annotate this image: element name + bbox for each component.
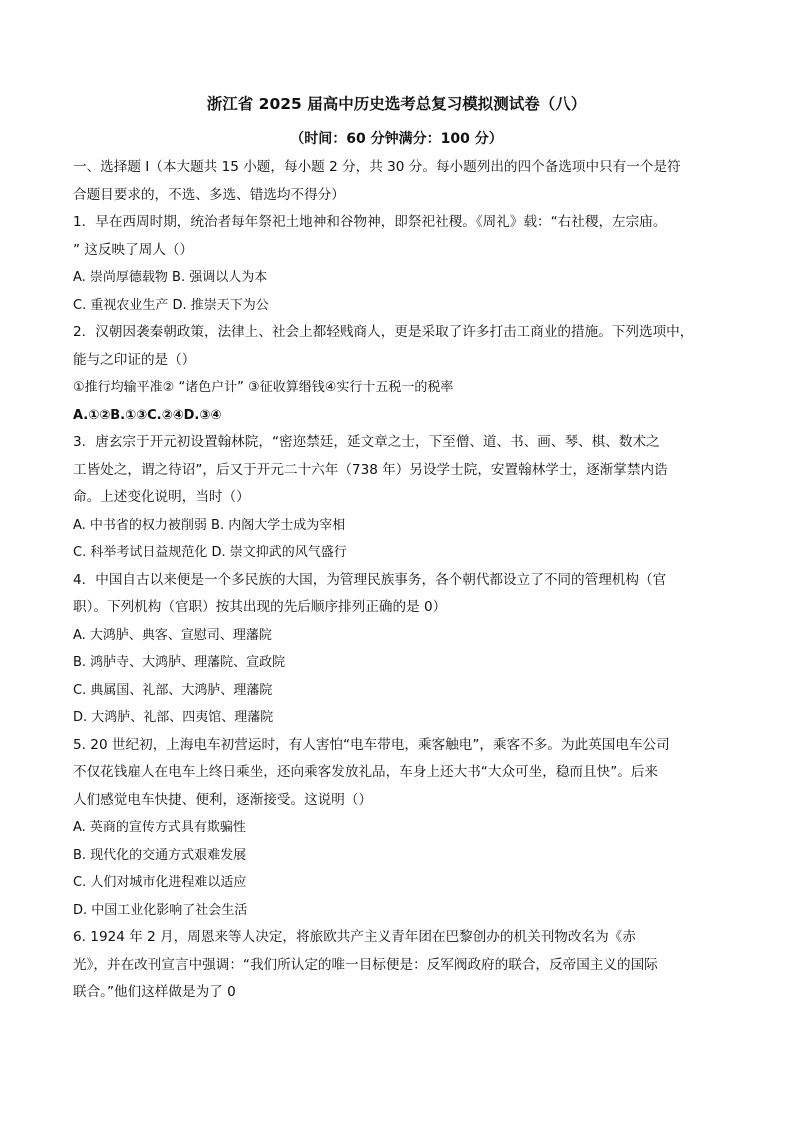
question-1-options-cd: C. 重视农业生产 D. 推崇天下为公 <box>73 297 269 313</box>
question-5-option-b: B. 现代化的交通方式艰难发展 <box>73 847 247 863</box>
exam-content <box>73 154 728 1007</box>
question-6-stem-line-2: 光》，并在改刊宣言中强调：“我们所认定的唯一目标便是：反军阀政府的联合，反帝国主义的国际 <box>73 956 658 973</box>
question-3-options-cd: C. 科举考试日益规范化 D. 崇文抑武的风气盛行 <box>73 545 347 560</box>
question-4-stem-line-2: 职）。下列机构（官职）按其出现的先后顺序排列正确的是 0） <box>73 599 447 615</box>
question-5-stem-line-3: 人们感觉电车快捷、便利，逐渐接受。这说明（） <box>73 791 373 808</box>
question-1-stem-line-2: ” 这反映了周人（） <box>73 241 194 258</box>
question-1-stem-line-1: 1．早在西周时期，统治者每年祭祀土地神和谷物神，即祭祀社稷。《周礼》载：“右社稷，左宗庙。 <box>73 214 667 230</box>
question-5-option-d: D. 中国工业化影响了社会生活 <box>73 902 248 918</box>
page-subtitle: （时间：60 分钟满分：100 分） <box>290 131 503 147</box>
question-5 <box>73 732 728 925</box>
question-1 <box>73 209 728 319</box>
question-4 <box>73 567 728 732</box>
question-5-stem-line-1: 5. 20 世纪初，上海电车初营运时，有人害怕“电车带电，乘客触电”，乘客不多。为此英国电车公司 <box>73 736 670 753</box>
question-3-stem-line-1: 3．唐玄宗于开元初设置翰林院，“密迩禁廷，延文章之士，下至僧、道、书、画、琴、棋、数术之 <box>73 434 660 450</box>
question-2 <box>73 319 728 429</box>
question-4-option-b: B. 鸿胪寺、大鸿胪、理藩院、宣政院 <box>73 655 286 670</box>
page-title: 浙江省 2025 届高中历史选考总复习模拟测试卷（八） <box>206 95 587 113</box>
question-3-stem-line-2: 工皆处之，谓之待诏”，后又于开元二十六年（738 年）另设学士院，安置翰林学士，逐渐掌禁内诰 <box>73 461 668 478</box>
question-1-options-ab: A. 崇尚厚德载物 B. 强调以人为本 <box>73 270 268 285</box>
question-6-stem-line-3: 联合。”他们这样做是为了 0 <box>73 984 236 1000</box>
question-2-options: A.①②B.①③C.②④D.③④ <box>73 407 222 423</box>
question-2-stem-line-1: 2．汉朝因袭秦朝政策，法律上、社会上都轻贱商人，更是采取了许多打击工商业的措施。下列选项中， <box>73 324 694 340</box>
question-2-items: ①推行均输平准② “诸色户计” ③征收算缗钱④实行十五税一的税率 <box>73 380 454 395</box>
section-intro-line-1: 一、选择题 I（本大题共 15 小题，每小题 2 分，共 30 分。每小题列出的四个备选项中只有一个是符 <box>73 159 681 175</box>
section-intro-line-2: 合题目要求的，不选、多选、错选均不得分） <box>73 186 345 203</box>
question-6-stem-line-1: 6. 1924 年 2 月，周恩来等人决定，将旅欧共产主义青年团在巴黎创办的机关刊物改名为《赤 <box>73 929 636 945</box>
question-5-stem-line-2: 不仅花钱雇人在电车上终日乘坐，还向乘客发放礼品，车身上还大书“大众可坐，稳而且快”。后来 <box>73 764 659 780</box>
question-6 <box>73 924 728 1007</box>
question-3 <box>73 429 728 567</box>
question-2-stem-line-2: 能与之印证的是（） <box>73 351 196 368</box>
question-5-option-c: C. 人们对城市化进程难以适应 <box>73 875 247 890</box>
question-5-option-a: A. 英商的宣传方式具有欺骗性 <box>73 820 246 835</box>
question-4-option-a: A. 大鸿胪、典客、宣慰司、理藩院 <box>73 627 272 643</box>
question-4-option-d: D. 大鸿胪、礼部、四夷馆、理藩院 <box>73 710 274 725</box>
question-3-options-ab: A. 中书省的权力被削弱 B. 内阁大学士成为宰相 <box>73 517 346 533</box>
question-3-stem-line-3: 命。上述变化说明，当时（） <box>73 489 250 505</box>
question-4-option-c: C. 典属国、礼部、大鸿胪、理藩院 <box>73 682 273 698</box>
question-4-stem-line-1: 4．中国自古以来便是一个多民族的大国，为管理民族事务，各个朝代都设立了不同的管理机构（官 <box>73 571 667 588</box>
